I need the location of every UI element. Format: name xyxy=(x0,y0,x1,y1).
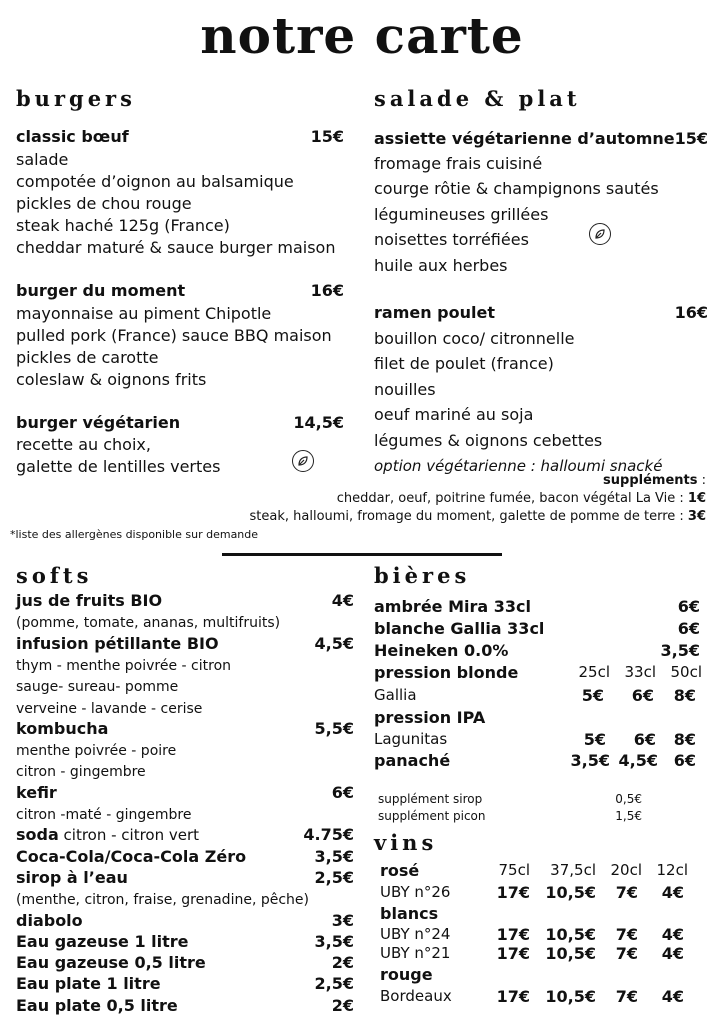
beer-price: 6€ xyxy=(633,730,656,749)
menu-item-price: 15€ xyxy=(674,129,708,148)
ingredient-line: mayonnaise au piment Chipotle xyxy=(16,304,272,323)
drink-row xyxy=(16,974,354,995)
beer-name: pression blonde xyxy=(374,663,519,682)
wine-price: 7€ xyxy=(615,944,638,963)
supplement-text: cheddar, oeuf, poitrine fumée, bacon végétal La Vie : xyxy=(336,491,688,506)
beer-price: 6€ xyxy=(677,619,700,638)
drink-name: Eau plate 1 litre xyxy=(16,974,161,994)
ingredient-line: légumes & oignons cebettes xyxy=(374,431,603,450)
beer-price: 6€ xyxy=(673,751,696,770)
beer-brand: Lagunitas xyxy=(374,730,448,748)
menu-item-price: 15€ xyxy=(310,127,344,146)
beer-price: 4,5€ xyxy=(618,751,658,770)
menu-item-price: 16€ xyxy=(310,281,344,300)
beer-name: pression IPA xyxy=(374,708,486,727)
supplement-price: 1,5€ xyxy=(615,809,642,823)
wine-price: 7€ xyxy=(615,925,638,944)
supplement-price: 3€ xyxy=(687,509,706,524)
drink-description-text: sauge- sureau- pomme xyxy=(16,679,179,696)
ingredient-line: compotée d’oignon au balsamique xyxy=(16,172,294,191)
drink-description-text: citron -maté - gingembre xyxy=(16,807,192,823)
beer-price: 6€ xyxy=(631,686,654,705)
drink-price: 6€ xyxy=(331,782,354,802)
wine-name: UBY n°24 xyxy=(380,925,451,943)
supplements-label xyxy=(603,473,706,488)
drink-row xyxy=(16,932,354,953)
supplement-line xyxy=(337,491,706,506)
beer-price: 8€ xyxy=(673,730,696,749)
wine-name: UBY n°21 xyxy=(380,944,451,962)
beer-name: panaché xyxy=(374,751,451,770)
menu-item-price: 14,5€ xyxy=(293,413,344,432)
beer-price: 6€ xyxy=(677,597,700,616)
drink-description-text: (pomme, tomate, ananas, multifruits) xyxy=(16,615,281,632)
drink-row xyxy=(16,996,354,1017)
drink-name: Eau plate 0,5 litre xyxy=(16,995,178,1015)
drink-description xyxy=(16,655,354,676)
drink-name: infusion pétillante BIO xyxy=(16,633,219,653)
ingredient-line: huile aux herbes xyxy=(374,256,508,275)
drink-name: soda xyxy=(16,825,59,845)
drink-description xyxy=(16,740,354,761)
drink-flavours: citron - citron vert xyxy=(58,826,200,845)
ingredient-line: noisettes torréfiées xyxy=(374,230,529,249)
wine-price: 10,5€ xyxy=(545,987,596,1006)
menu-item-name: ramen poulet xyxy=(374,303,495,322)
size-label: 20cl xyxy=(610,861,642,879)
ingredient-line: recette au choix, xyxy=(16,435,151,454)
wine-price: 7€ xyxy=(615,883,638,902)
beer-brand: Gallia xyxy=(374,686,417,704)
size-label: 12cl xyxy=(656,861,688,879)
drink-price: 2,5€ xyxy=(314,974,354,994)
drink-name: Coca-Cola/Coca-Cola Zéro xyxy=(16,846,247,866)
drink-row xyxy=(16,719,354,740)
wine-price: 17€ xyxy=(496,944,530,963)
wine-name: Bordeaux xyxy=(380,987,452,1005)
drink-description xyxy=(16,612,354,633)
wine-price: 17€ xyxy=(496,987,530,1006)
supplements-colon: : xyxy=(697,473,706,488)
beer-price: 3,5€ xyxy=(570,751,610,770)
drink-description xyxy=(16,804,354,825)
beer-name: Heineken 0.0% xyxy=(374,641,509,660)
supplement-price: 0,5€ xyxy=(615,792,642,806)
drink-row xyxy=(16,911,354,932)
menu-item-name: burger végétarien xyxy=(16,413,181,432)
drink-description-text: citron - gingembre xyxy=(16,764,146,781)
drink-price: 2€ xyxy=(331,953,354,973)
allergens-note: *liste des allergènes disponible sur demande xyxy=(10,528,259,541)
wine-group: rouge xyxy=(380,965,433,984)
burgers-heading: burgers xyxy=(16,86,136,111)
beer-name: blanche Gallia 33cl xyxy=(374,619,545,638)
drink-description xyxy=(16,761,354,782)
drink-name: diabolo xyxy=(16,910,83,930)
ingredient-line: filet de poulet (france) xyxy=(374,354,554,373)
supplement-text: steak, halloumi, fromage du moment, galette de pomme de terre : xyxy=(249,509,688,524)
vegetarian-leaf-icon xyxy=(589,223,611,245)
wine-group: blancs xyxy=(380,904,439,923)
size-label: 33cl xyxy=(624,663,656,681)
page-title: notre carte xyxy=(200,6,524,65)
wine-price: 10,5€ xyxy=(545,944,596,963)
wine-price: 4€ xyxy=(661,925,684,944)
drink-price: 4€ xyxy=(331,591,354,610)
drink-description xyxy=(16,698,354,719)
drink-row xyxy=(16,847,354,868)
wine-price: 17€ xyxy=(496,925,530,944)
menu-item-price: 16€ xyxy=(674,303,708,322)
drink-description-text: menthe poivrée - poire xyxy=(16,743,177,760)
wine-group: rosé xyxy=(380,861,420,880)
ingredient-line: pulled pork (France) sauce BBQ maison xyxy=(16,326,332,345)
ingredient-line: salade xyxy=(16,150,69,169)
supplements-title: suppléments xyxy=(603,473,698,488)
size-label: 37,5cl xyxy=(550,861,596,879)
bieres-heading: bières xyxy=(374,563,471,588)
drink-price: 4.75€ xyxy=(303,825,354,845)
section-divider xyxy=(222,553,502,556)
drink-name: jus de fruits BIO xyxy=(16,591,163,610)
drink-description xyxy=(16,889,354,910)
drink-row xyxy=(16,953,354,974)
drink-description-text: (menthe, citron, fraise, grenadine, pêche) xyxy=(16,892,309,909)
size-label: 75cl xyxy=(498,861,530,879)
drink-price: 2,5€ xyxy=(314,867,354,887)
drink-row xyxy=(16,591,354,612)
ingredient-line: cheddar maturé & sauce burger maison xyxy=(16,238,336,257)
menu-item-name: classic bœuf xyxy=(16,127,129,146)
ingredient-line: bouillon coco/ citronnelle xyxy=(374,329,575,348)
drink-name: Eau gazeuse 1 litre xyxy=(16,931,189,951)
menu-item-name: burger du moment xyxy=(16,281,186,300)
supplement-price: 1€ xyxy=(687,491,706,506)
vegetarian-option: option végétarienne : halloumi snacké xyxy=(374,457,663,475)
drink-price: 2€ xyxy=(331,995,354,1015)
beer-price: 8€ xyxy=(673,686,696,705)
ingredient-line: fromage frais cuisiné xyxy=(374,154,543,173)
beer-price: 5€ xyxy=(581,686,604,705)
ingredient-line: steak haché 125g (France) xyxy=(16,216,230,235)
drink-row xyxy=(16,825,354,846)
ingredient-line: coleslaw & oignons frits xyxy=(16,370,207,389)
beer-price: 5€ xyxy=(583,730,606,749)
ingredient-line: courge rôtie & champignons sautés xyxy=(374,179,659,198)
beer-name: ambrée Mira 33cl xyxy=(374,597,531,616)
drink-name: kefir xyxy=(16,782,57,802)
ingredient-line: légumineuses grillées xyxy=(374,205,549,224)
wine-price: 4€ xyxy=(661,987,684,1006)
drink-description-text: verveine - lavande - cerise xyxy=(16,700,203,717)
wine-price: 10,5€ xyxy=(545,883,596,902)
size-label: 50cl xyxy=(670,663,702,681)
leaf-icon xyxy=(297,455,309,467)
supplement-label: supplément sirop xyxy=(378,792,483,806)
drink-name: Eau gazeuse 0,5 litre xyxy=(16,953,206,973)
drink-description xyxy=(16,676,354,697)
supplement-label: supplément picon xyxy=(378,809,486,823)
softs-heading: softs xyxy=(16,563,93,588)
drink-row xyxy=(16,783,354,804)
drink-price: 3,5€ xyxy=(314,931,354,951)
wine-price: 4€ xyxy=(661,883,684,902)
wine-price: 7€ xyxy=(615,987,638,1006)
wine-price: 4€ xyxy=(661,944,684,963)
ingredient-line: pickles de carotte xyxy=(16,348,159,367)
drink-price: 3,5€ xyxy=(314,846,354,866)
leaf-icon xyxy=(594,228,606,240)
vegetarian-leaf-icon xyxy=(292,450,314,472)
drink-price: 3€ xyxy=(331,910,354,930)
ingredient-line: pickles de chou rouge xyxy=(16,194,192,213)
drink-price: 4,5€ xyxy=(314,633,354,653)
ingredient-line: oeuf mariné au soja xyxy=(374,405,534,424)
beer-price: 3,5€ xyxy=(660,641,700,660)
drink-row xyxy=(16,634,354,655)
ingredient-line: galette de lentilles vertes xyxy=(16,457,221,476)
drink-price: 5,5€ xyxy=(314,718,354,738)
wine-name: UBY n°26 xyxy=(380,883,451,901)
drink-description-text: thym - menthe poivrée - citron xyxy=(16,657,232,674)
menu-item-name: assiette végétarienne d’automne xyxy=(374,129,675,148)
drink-row xyxy=(16,868,354,889)
size-label: 25cl xyxy=(578,663,610,681)
salade-plat-heading: salade & plat xyxy=(374,86,581,111)
drink-name: sirop à l’eau xyxy=(16,867,128,887)
wine-price: 17€ xyxy=(496,883,530,902)
vins-heading: vins xyxy=(374,830,438,855)
ingredient-line: nouilles xyxy=(374,380,436,399)
drink-name: kombucha xyxy=(16,718,109,738)
supplement-line xyxy=(250,509,706,524)
wine-price: 10,5€ xyxy=(545,925,596,944)
